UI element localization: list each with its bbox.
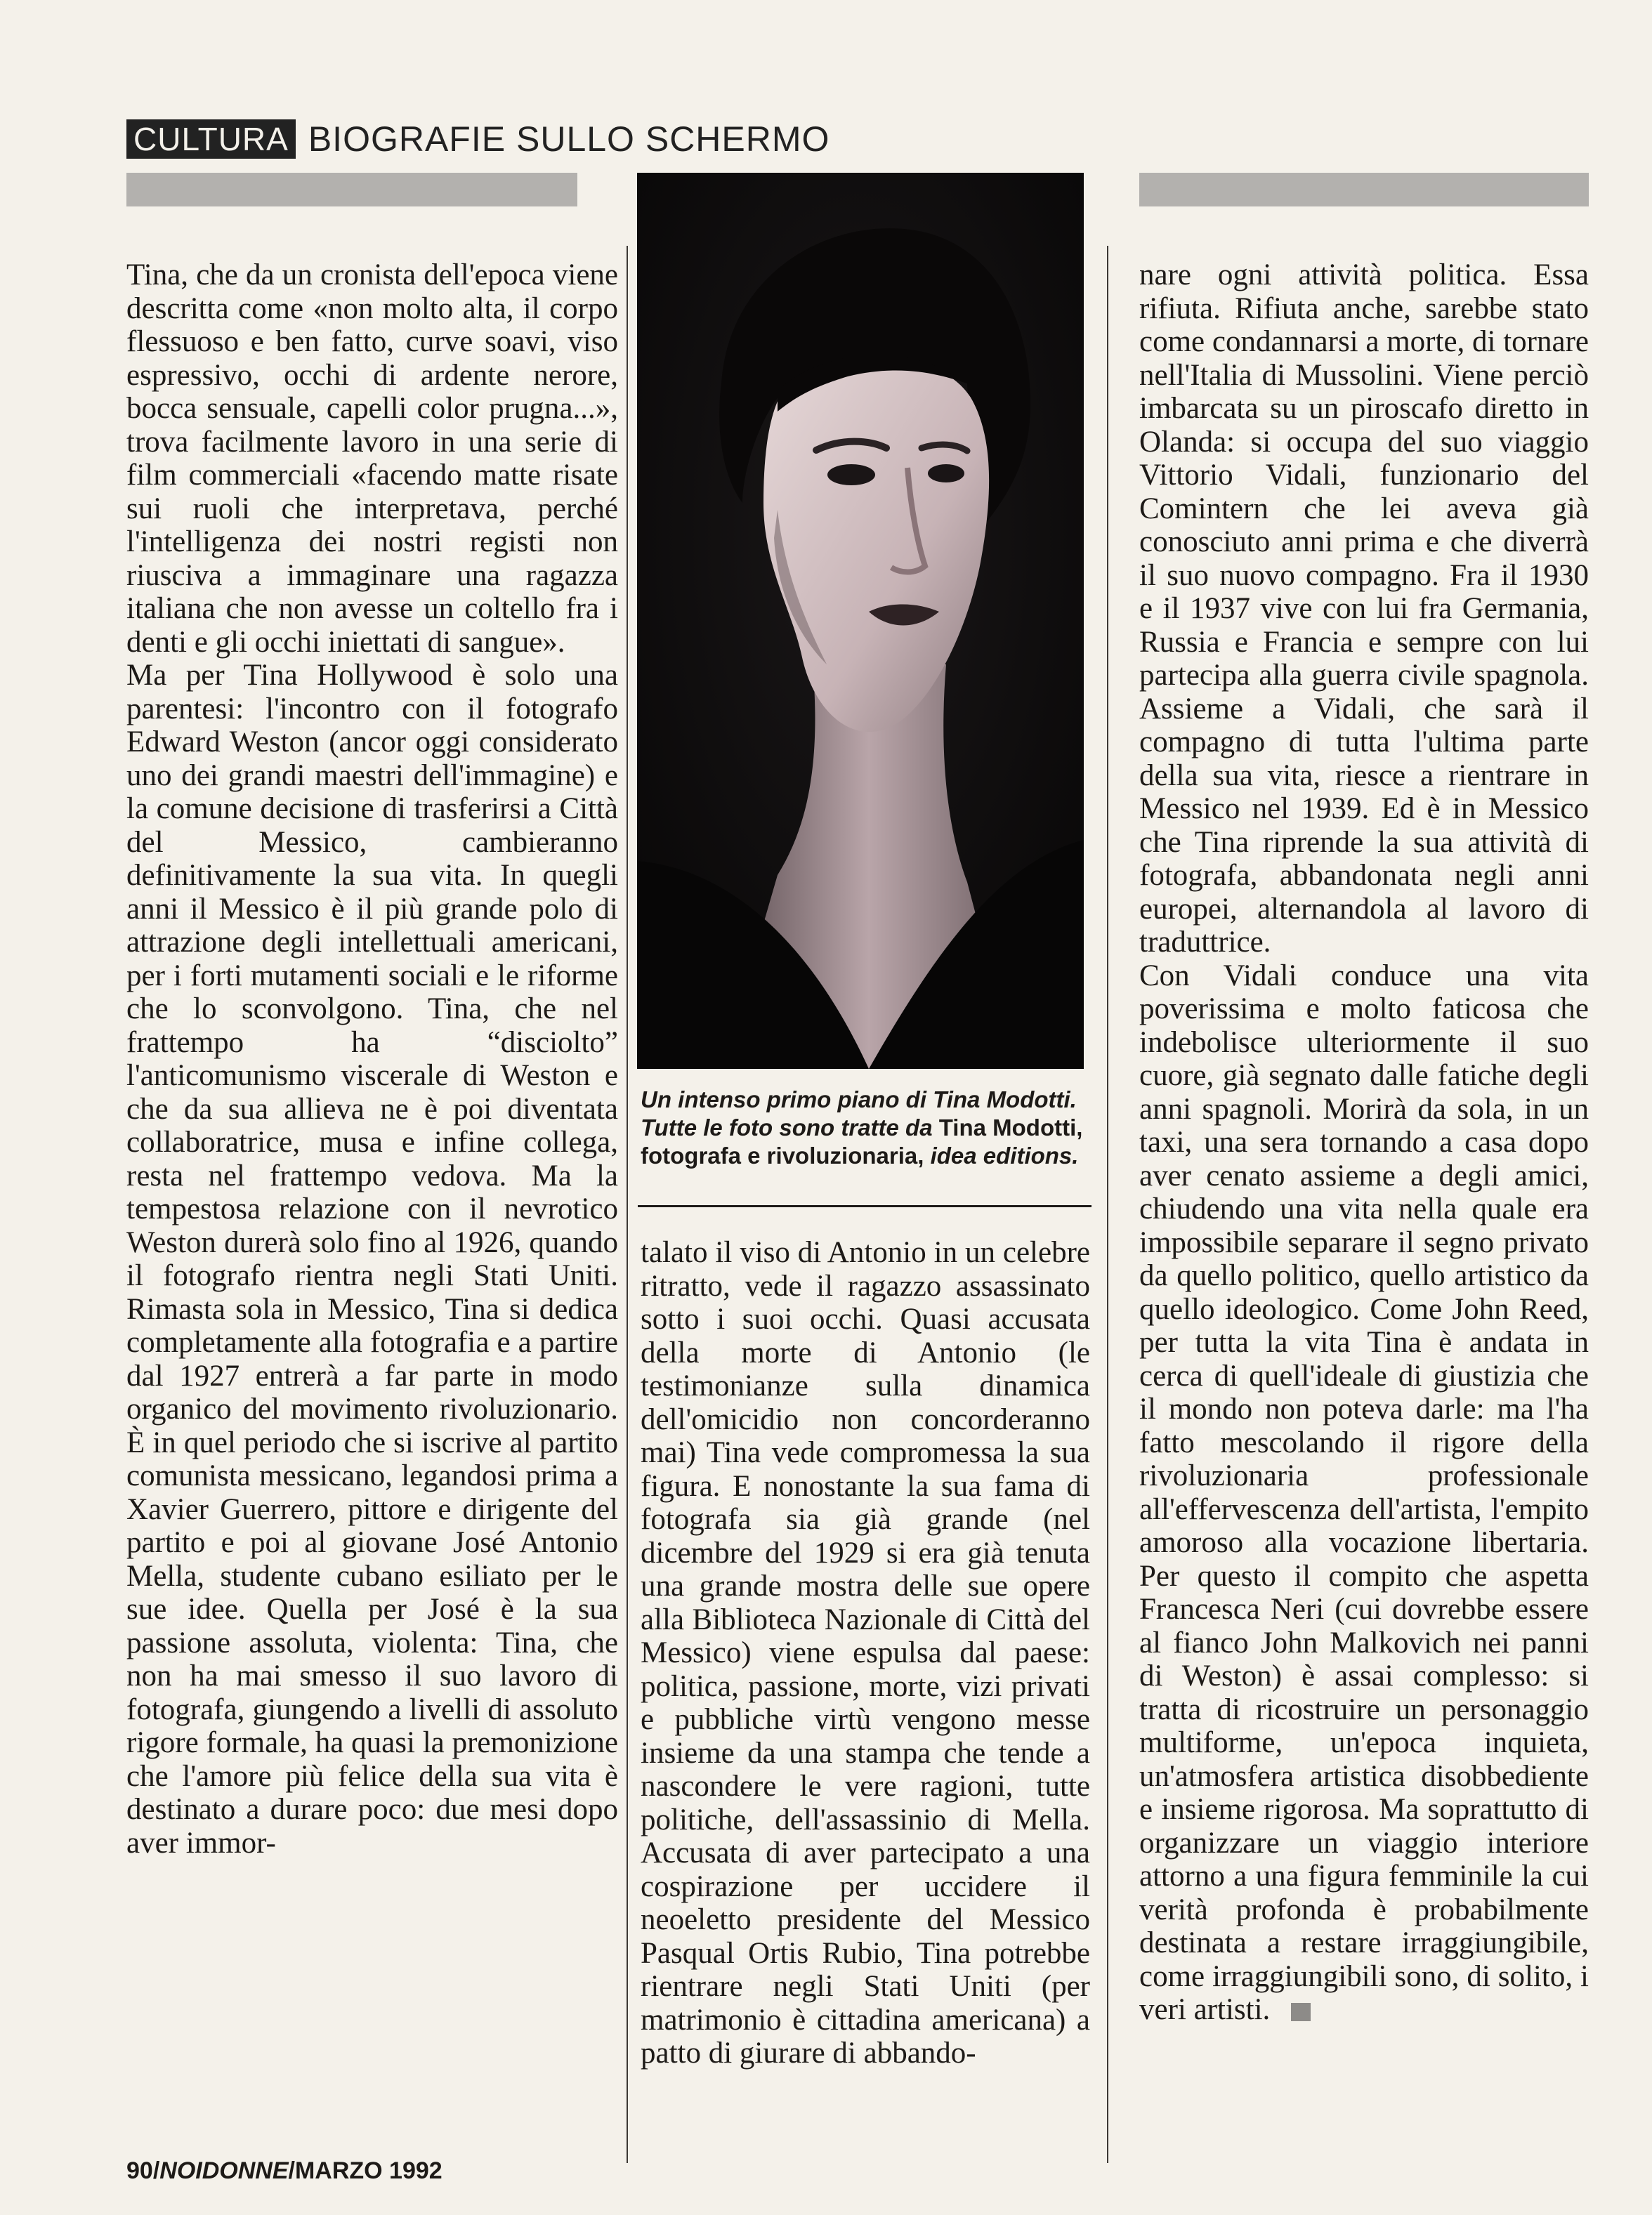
section-header bbox=[126, 118, 830, 160]
caption-text: Un intenso primo piano di Tina Modotti. Tutte le foto sono tratte da bbox=[641, 1086, 1077, 1141]
article-column-3 bbox=[1139, 258, 1589, 2027]
paragraph-text: Con Vidali conduce una vita poverissima e molto faticosa che indebolisce ulteriormente il suo cuore, già segnato dalle fatiche degli anni spagnoli. Morirà da sola, in un taxi, una sera tornando a casa dopo aver cenato assieme a degli amici, chiudendo una vita nella quale era impossibile separare il segno privato da quello politico, quello artistico da quello ideologico. Come John Reed, per tutta la vita Tina è andata in cerca di quell'ideale di giustizia che il mondo non poteva darle: ma l'ha fatto mescolando il rigore della rivoluzionaria professionale all'effervescenza dell'artista, l'empito amoroso alla vocazione libertaria. Per questo il compito che aspetta Francesca Neri (cui dovrebbe essere al fianco John Malkovich nei panni di Weston) è assai complesso: si tratta di ricostruire un personaggio multiforme, un'epoca inquieta, un'atmosfera artistica disobbediente e insieme rigorosa. Ma soprattutto di organizzare un viaggio interiore attorno a una figura femminile la cui verità profonda è probabilmente destinata a restare irraggiungibile, come irraggiungibili sono, di solito, i veri artisti. bbox=[1139, 959, 1589, 2026]
decorative-bar-left bbox=[126, 173, 577, 206]
portrait-image bbox=[637, 173, 1084, 1069]
column-divider bbox=[1107, 246, 1108, 2163]
section-badge: CULTURA bbox=[126, 119, 296, 159]
caption-publisher: idea editions. bbox=[924, 1143, 1079, 1169]
column-divider bbox=[627, 246, 628, 2163]
paragraph bbox=[1139, 959, 1589, 2027]
issue-date: /MARZO 1992 bbox=[288, 2157, 442, 2184]
caption-rule bbox=[638, 1205, 1092, 1207]
paragraph: nare ogni attività politica. Essa rifiuta. Rifiuta anche, sarebbe stato come condannarsi a morte, di tornare nell'Italia di Mussolini. Viene perciò imbarcata su un piroscafo diretto in Olanda: si occupa del suo viaggio Vittorio Vidali, funzionario del Comintern che lei aveva già conosciuto anni prima e che diverrà il suo nuovo compagno. Fra il 1930 e il 1937 vive con lui fra Germania, Russia e Francia e sempre con lui partecipa alla guerra civile spagnola. Assieme a Vidali, che sarà il compagno di tutta l'ultima parte della sua vita, riesce a rientrare in Messico nel 1939. Ed è in Messico che Tina riprende la sua attività di fotografa, abbandonata negli anni europei, alternandola al lavoro di traduttrice. bbox=[1139, 258, 1589, 959]
article-column-1 bbox=[126, 258, 618, 1860]
magazine-name: NOIDONNE bbox=[159, 2157, 289, 2184]
end-of-article-mark bbox=[1291, 2003, 1311, 2021]
caption-book-title: Tina Modotti, fotografa e rivoluzionaria, bbox=[641, 1115, 1083, 1169]
paragraph: talato il viso di Antonio in un celebre ritratto, vede il ragazzo assassinato sotto i suoi occhi. Quasi accusata della morte di Antonio (le testimonianze sulla dinamica dell'omicidio non concorderanno mai) Tina vede compromessa la sua figura. E nonostante la sua fama di fotografa sia già grande (nel dicembre del 1929 si era già tenuta una grande mostra delle sue opere alla Biblioteca Nazionale di Città del Messico) viene espulsa dal paese: politica, passione, morte, vizi privati e pubbliche virtù vengono messe insieme da una stampa che tende a nascondere le vere ragioni, tutte politiche, dell'assassinio di Mella. Accusata di aver partecipato a una cospirazione per uccidere il neoeletto presidente del Messico Pasqual Ortis Rubio, Tina potrebbe rientrare negli Stati Uniti (per matrimonio è cittadina americana) a patto di giurare di abbando- bbox=[641, 1236, 1090, 2070]
paragraph: Ma per Tina Hollywood è solo una parentesi: l'incontro con il fotografo Edward Weston (ancor oggi considerato uno dei grandi maestri dell'immagine) e la comune decisione di trasferirsi a Città del Messico, cambieranno definitivamente la sua vita. In quegli anni il Messico è il più grande polo di attrazione degli intellettuali americani, per i forti mutamenti sociali e le riforme che lo sconvolgono. Tina, che nel frattempo ha “disciolto” l'anticomunismo viscerale di Weston e che da sua allieva ne è poi diventata collaboratrice, musa e infine collega, resta nel frattempo vedova. Ma la tempestosa relazione con il nevrotico Weston durerà solo fino al 1926, quando il fotografo rientra negli Stati Uniti. Rimasta sola in Messico, Tina si dedica completamente alla fotografia e a partire dal 1927 entrerà a far parte in modo organico del movimento rivoluzionario. È in quel periodo che si iscrive al partito comunista messicano, legandosi prima a Xavier Guerrero, pittore e dirigente del partito e poi al giovane José Antonio Mella, studente cubano esiliato per le sue idee. Quella per José è la sua passione assoluta, violenta: Tina, che non ha mai smesso il suo lavoro di fotografa, giungendo a livelli di assoluto rigore formale, ha quasi la premonizione che l'amore più felice della sua vita è destinato a durare poco: due mesi dopo aver immor- bbox=[126, 659, 618, 1860]
photo-caption bbox=[641, 1086, 1087, 1170]
page-footer bbox=[126, 2157, 442, 2185]
decorative-bar-right bbox=[1139, 173, 1589, 206]
page-number: 90/ bbox=[126, 2157, 160, 2184]
portrait-photo bbox=[637, 173, 1084, 1069]
article-column-2 bbox=[641, 1236, 1090, 2070]
paragraph: Tina, che da un cronista dell'epoca viene descritta come «non molto alta, il corpo flessuoso e ben fatto, curve soavi, viso espressivo, occhi di ardente nerore, bocca sensuale, capelli color prugna...», trova facilmente lavoro in una serie di film commerciali «facendo matte risate sui ruoli che interpretava, perché l'intelligenza dei nostri registi non riusciva a immaginare una ragazza italiana che non avesse un coltello fra i denti e gli occhi iniettati di sangue». bbox=[126, 258, 618, 659]
page-title: BIOGRAFIE SULLO SCHERMO bbox=[308, 119, 830, 159]
